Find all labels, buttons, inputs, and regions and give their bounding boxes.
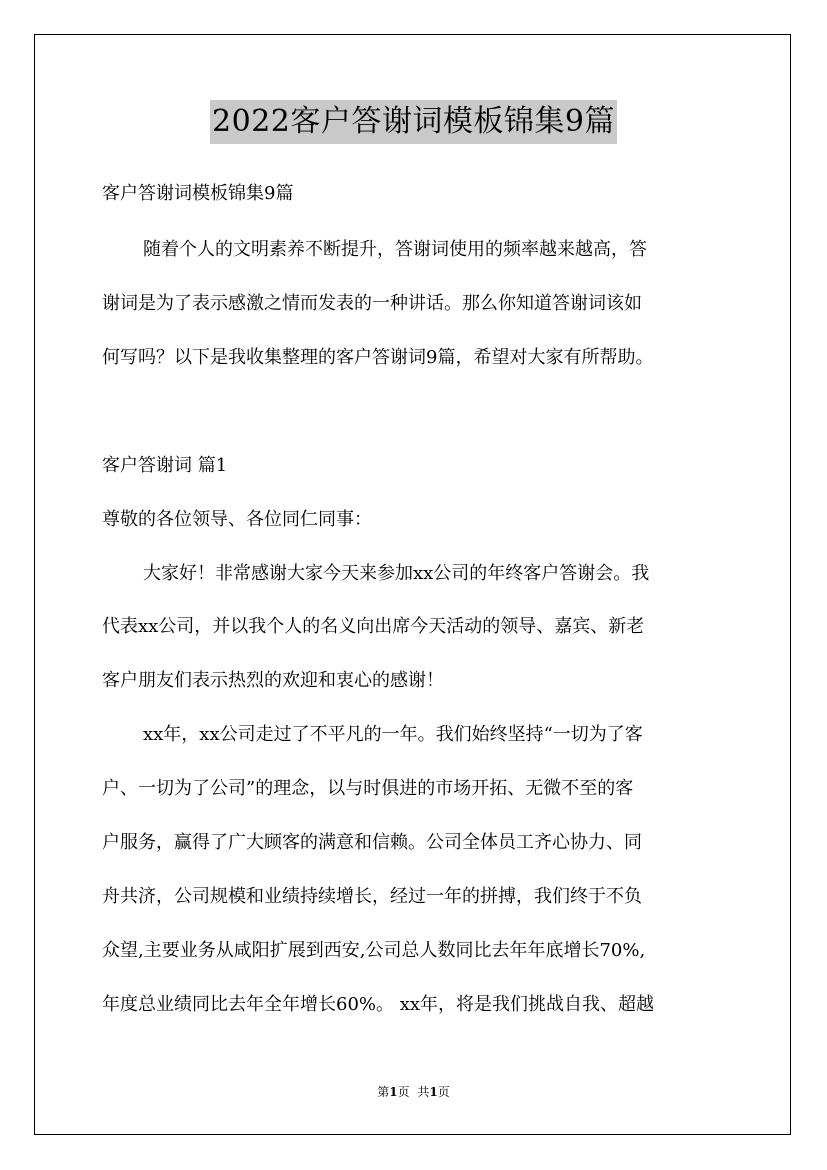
para1-line-1: 大家好！非常感谢大家今天来参加xx公司的年终客户答谢会。我: [143, 563, 650, 584]
para1-line-2: 代表xx公司，并以我个人的名义向出席今天活动的领导、嘉宾、新老: [102, 616, 645, 637]
para2-line-3: 户服务，赢得了广大顾客的满意和信赖。公司全体员工齐心协力、同: [102, 832, 642, 853]
document-subtitle: 客户答谢词模板锦集9篇: [102, 183, 294, 204]
para2-line-6: 年度总业绩同比去年全年增长60%。 xx年，将是我们挑战自我、超越: [102, 994, 655, 1015]
para1-line-3: 客户朋友们表示热烈的欢迎和衷心的感谢！: [102, 670, 444, 691]
section-heading: 客户答谢词 篇1: [102, 455, 228, 476]
footer-page-number: 1: [389, 1085, 398, 1099]
page-footer: [0, 1084, 827, 1100]
intro-line-1: 随着个人的文明素养不断提升，答谢词使用的频率越来越高，答: [143, 239, 647, 260]
title-container: [0, 100, 827, 144]
footer-total-suffix: 页: [437, 1085, 450, 1099]
para2-line-4: 舟共济，公司规模和业绩持续增长，经过一年的拼搏，我们终于不负: [102, 886, 642, 907]
footer-page-prefix: 第: [377, 1085, 390, 1099]
para2-line-2: 户、一切为了公司”的理念，以与时俱进的市场开拓、无微不至的客: [102, 778, 634, 799]
para2-line-1: xx年，xx公司走过了不平凡的一年。我们始终坚持“一切为了客: [143, 724, 643, 745]
footer-page-suffix: 页: [397, 1085, 410, 1099]
footer-total-prefix: 共: [417, 1085, 430, 1099]
intro-line-3: 何写吗？以下是我收集整理的客户答谢词9篇，希望对大家有所帮助。: [102, 347, 654, 368]
salutation: 尊敬的各位领导、各位同仁同事：: [102, 509, 372, 530]
footer-total-number: 1: [429, 1085, 438, 1099]
document-title: 2022客户答谢词模板锦集9篇: [210, 100, 617, 144]
para2-line-5: 众望,主要业务从咸阳扩展到西安,公司总人数同比去年年底增长70%,: [102, 940, 646, 961]
intro-line-2: 谢词是为了表示感激之情而发表的一种讲话。那么你知道答谢词该如: [102, 293, 642, 314]
